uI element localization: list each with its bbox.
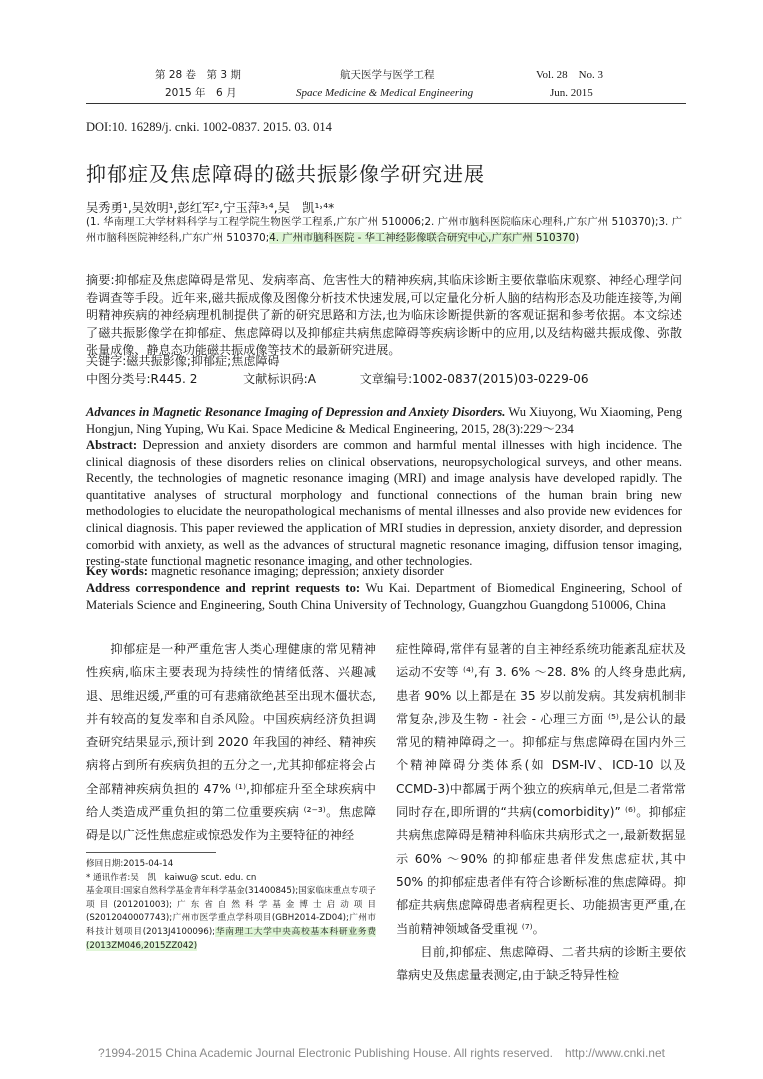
- body-paragraph-1: 抑郁症是一种严重危害人类心理健康的常见精神性疾病,临床主要表现为持续性的情绪低落、兴趣减退、思维迟缓,严重的可有悲痛欲绝甚至出现木僵状态,并有较高的复发率和自杀风险。中国疾病经济负担调查研究结果显示,预计到 2020 年我国的神经、精神疾病将占到所有疾病负担的五分之一,尤其抑郁症将会占全部精神疾病负担的 47% ⁽¹⁾,抑郁症升至全球疾病中给人类造成严重负担的第二位重要疾病 ⁽²⁻³⁾。焦虑障碍是以广泛性焦虑症或惊恐发作为主要特征的神经: [86, 642, 376, 843]
- body-column-right: [396, 638, 686, 987]
- title-en: Advances in Magnetic Resonance Imaging of Depression and Anxiety Disorders.: [86, 405, 506, 419]
- footnote-revised-date: 修回日期:2015-04-14: [86, 859, 174, 869]
- citation-en: Wu Xiuyong, Wu Xiaoming, Peng Hongjun, Ning Yuping, Wu Kai. Space Medicine & Medical Engineering, 2015, 28(3):229～234: [86, 405, 682, 436]
- address-en-text: Wu Kai. Department of Biomedical Engineering, School of Materials Science and Engineering, South China University of Technology, Guangzhou Guangdong 510006, China: [86, 581, 682, 612]
- keywords-en: [86, 563, 682, 580]
- footnote-corresponding-author: * 通讯作者:吴 凯 kaiwu@ scut. edu. cn: [86, 872, 257, 883]
- header-date-zh: 2015 年 6 月: [165, 87, 237, 99]
- keywords-zh-label: 关键字:: [86, 354, 127, 368]
- abstract-en: [86, 437, 682, 570]
- address-en: [86, 580, 682, 613]
- doc-code-label: 文献标识码:: [243, 372, 308, 386]
- body-paragraph-2: 症性障碍,常伴有显著的自主神经系统功能紊乱症状及运动不安等 ⁽⁴⁾,有 3. 6% ～28. 8% 的人终身患此病,患者 90% 以上都是在 35 岁以前发病。其发病机制非常复杂,涉及生物 - 社会 - 心理三方面 ⁽⁵⁾,是公认的最常见的精神障碍之一。抑郁症与焦虑障碍在国内外三个精神障碍分类体系(如 DSM-IV、ICD-10 以及 CCMD-3)中都属于两个独立的疾病单元,但是二者常常同时存在,即所谓的“共病(comorbidity)” ⁽⁶⁾。抑郁症共病焦虑障碍是精神科临床共病形式之一,最新数据显示 60% ～90% 的抑郁症患者伴发焦虑症状,其中 50% 的抑郁症患者伴有符合诊断标准的焦虑障碍。抑郁症共病焦虑障碍患者病程更长、功能损害更严重,在当前精神领域备受重视 ⁽⁷⁾。: [396, 642, 686, 936]
- keywords-en-label: Key words:: [86, 564, 148, 578]
- abstract-en-citation: [86, 404, 682, 437]
- footnotes: [86, 858, 376, 953]
- article-no-value: 1002-0837(2015)03-0229-06: [412, 372, 589, 386]
- clc-value: R445. 2: [150, 372, 198, 386]
- doi: DOI:10. 16289/j. cnki. 1002-0837. 2015. 03. 014: [86, 120, 332, 134]
- abstract-en-text: Depression and anxiety disorders are common and harmful mental illnesses with high incidence. The clinical diagnosis of these disorders relies on clinical observations, neuropsychological surveys, and other means. Recently, the technologies of magnetic resonance imaging (MRI) and image analysis have developed rapidly. The quantitative analyses of structural morphology and functional connections of the human brain bring new methodologies to elucidate the neuropathological mechanisms of mental illnesses and also provide new evidences for clinical diagnosis. This paper reviewed the application of MRI studies in depression, anxiety disorder, and depression comorbid with anxiety, as well as the advances of structural magnetic resonance imaging, diffusion tensor imaging, resting-state functional magnetic resonance imaging, and other technologies.: [86, 438, 682, 569]
- abstract-zh-label: 摘要:: [86, 273, 115, 287]
- classification-line: [86, 370, 589, 387]
- affiliations-part1: (1. 华南理工大学材料科学与工程学院生物医学工程系,广东广州 510006;2. 广州市脑科医院临床心理科,广东广州 510370);3. 广州市脑科医院神经科,广东广州 510370;: [86, 216, 682, 245]
- header-journal-en: Space Medicine & Medical Engineering: [296, 87, 474, 99]
- footnote-funding-text: 基金项目:国家自然科学基金青年科学基金(31400845);国家临床重点专项子项目(201201003);广东省自然科学基金博士启动项目(S2012040007743);广州市医学重点学科项目(GBH2014-ZD04);广州市科技计划项目(2013J4100096);: [86, 886, 376, 937]
- keywords-zh: [86, 352, 280, 369]
- header-volume-en: Vol. 28 No. 3: [536, 69, 604, 81]
- copyright-notice: ?1994-2015 China Academic Journal Electronic Publishing House. All rights reserved. http://www.cnki.net: [98, 1046, 665, 1060]
- footnote-funding-highlighted: 华南理工大学中央高校基本科研业务费(2013ZM046,2015ZZ042): [86, 926, 376, 951]
- footnote-rule: [86, 852, 216, 853]
- body-paragraph-3: 目前,抑郁症、焦虑障碍、二者共病的诊断主要依靠病史及焦虑量表测定,由于缺乏特异性检: [396, 944, 686, 983]
- keywords-en-value: magnetic resonance imaging; depression; anxiety disorder: [147, 564, 444, 578]
- clc-label: 中图分类号:: [86, 372, 151, 386]
- affiliations-part3: ): [575, 232, 580, 245]
- article-title: 抑郁症及焦虑障碍的磁共振影像学研究进展: [86, 162, 485, 186]
- keywords-zh-value: 磁共振影像;抑郁症;焦虑障碍: [126, 354, 280, 368]
- header-journal-zh: 航天医学与医学工程: [340, 69, 435, 81]
- header-volume-zh: 第 28 卷 第 3 期: [155, 69, 241, 81]
- abstract-zh-text: 抑郁症及焦虑障碍是常见、发病率高、危害性大的精神疾病,其临床诊断主要依靠临床观察、神经心理学问卷调查等手段。近年来,磁共振成像及图像分析技术快速发展,可以定量化分析人脑的结构形态及功能连接等,为阐明精神疾病的神经病理机制提供了新的研究思路和方法,也为临床诊断提供新的客观证据和参考依据。本文综述了磁共振影像学在抑郁症、焦虑障碍以及抑郁症共病焦虑障碍等疾病诊断中的应用,以及结构磁共振成像、弥散张量成像、静息态功能磁共振成像等技术的最新研究进展。: [86, 273, 682, 358]
- body-column-left: [86, 638, 376, 848]
- doc-code-value: A: [307, 372, 316, 386]
- address-en-label: Address correspondence and reprint requests to:: [86, 581, 361, 595]
- abstract-en-label: Abstract:: [86, 438, 138, 452]
- abstract-zh: [86, 272, 682, 360]
- header-date-en: Jun. 2015: [550, 87, 593, 99]
- header-rule: [86, 103, 686, 104]
- authors: 吴秀勇¹,吴效明¹,彭红军²,宁玉萍³˒⁴,吴 凯¹˒⁴*: [86, 201, 335, 215]
- footnote-funding: [86, 885, 376, 953]
- article-no-label: 文章编号:: [359, 372, 413, 386]
- affiliation-highlighted: 4. 广州市脑科医院 - 华工神经影像联合研究中心,广东广州 510370: [269, 232, 576, 245]
- affiliations: [86, 214, 682, 247]
